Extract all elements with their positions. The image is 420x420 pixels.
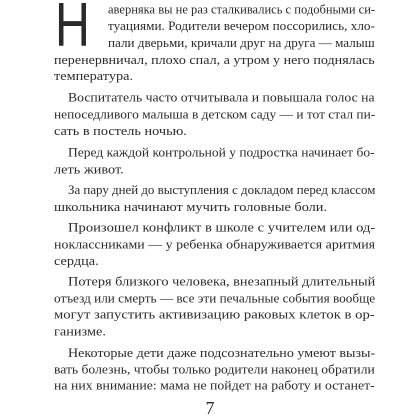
text-line: аверняка вы не раз сталкивались с подобными си- xyxy=(108,2,376,18)
text-line: непоседливого малыша в детском саду — и тот стал пи- xyxy=(54,107,376,123)
text-line: температура. xyxy=(54,69,134,84)
text-line: Перед каждой контрольной у подростка начинает бо- xyxy=(68,145,375,160)
drop-cap: Н xyxy=(55,0,90,60)
text-line: на них внимание: мама не пойдет на работу и останет- xyxy=(54,378,375,394)
text-line: За пару дней до выступления с докладом перед классом xyxy=(68,183,376,198)
text-line: Воспитатель часто отчитывала и повышала голос на xyxy=(68,90,375,106)
text-line: могут запустить активизацию раковых клеток в ор- xyxy=(54,307,375,323)
text-line: вать болезнь, чтобы только родители наконец обратили xyxy=(54,362,375,377)
text-line: сать в постель ночью. xyxy=(54,123,187,139)
text-line: перенервничал, плохо спал, а утром у него поднялась xyxy=(54,53,375,68)
text-line: Потеря близкого человека, внезапный длительный xyxy=(68,274,376,290)
page-number: 7 xyxy=(205,398,215,418)
text-line: школьника начинают мучить головные боли. xyxy=(54,200,328,215)
text-line: туациями. Родители вечером поссорились, хло- xyxy=(108,19,375,34)
text-line: пали дверьми, кричали друг на друга — малыш xyxy=(108,36,375,51)
text-line: отъезд или смерть — все эти печальные события вообще xyxy=(54,291,376,307)
text-line: ноклассниками — у ребенка обнаруживается аритмия xyxy=(54,237,376,253)
text-line: ганизме. xyxy=(54,324,106,340)
text-line: Произошел конфликт в школе с учителем или од- xyxy=(68,220,376,236)
text-line: сердца. xyxy=(54,254,99,269)
text-line: Некоторые дети даже подсознательно умеют вызы- xyxy=(68,346,376,361)
text-line: леть живот. xyxy=(54,162,124,177)
